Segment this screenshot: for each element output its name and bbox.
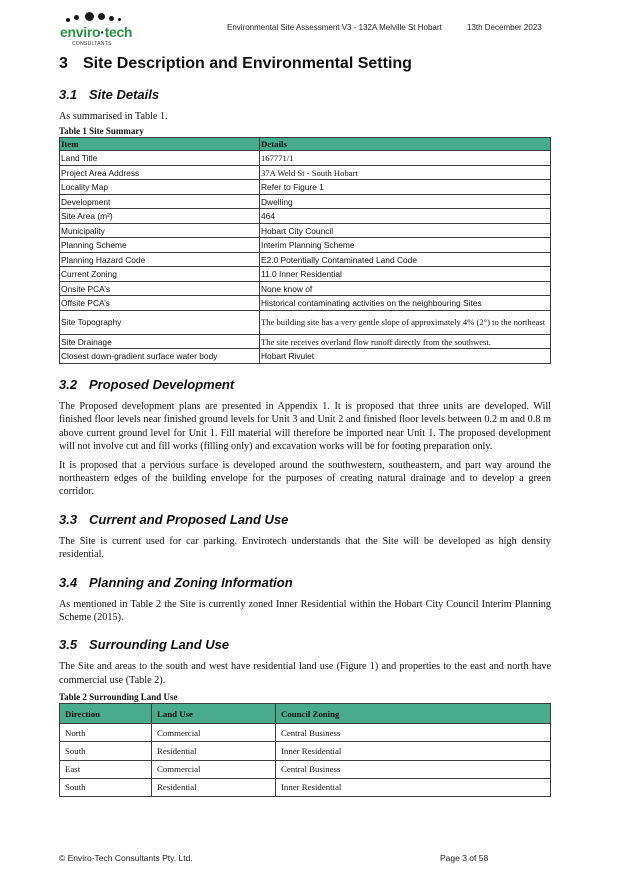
table-cell: Inner Residential: [276, 778, 551, 796]
proposed-development-paragraph-2: It is proposed that a pervious surface is developed around the southwestern, southeastern, and part way around the northeastern edges of the building envelope for the purposes of creating natural drainage and to develop a green corridor.: [59, 459, 551, 498]
table-cell: Central Business: [276, 724, 551, 742]
table-cell: Dwelling: [260, 194, 551, 209]
table-row: [60, 296, 551, 311]
table-cell: Offsite PCA’s: [60, 296, 260, 311]
table-cell: The site receives overland flow runoff directly from the southwest.: [260, 334, 551, 349]
table-row: [60, 778, 551, 796]
table-cell: Current Zoning: [60, 267, 260, 282]
table-header-cell: Details: [260, 138, 551, 151]
table-header-cell: Item: [60, 138, 260, 151]
table-row: [60, 267, 551, 282]
table-cell: Planning Hazard Code: [60, 252, 260, 267]
table-row: [60, 724, 551, 742]
table-cell: South: [60, 778, 152, 796]
table-cell: 37A Weld St - South Hobart: [260, 165, 551, 180]
footer-copyright: © Enviro-Tech Consultants Pty. Ltd.: [59, 853, 193, 863]
table-row: [60, 238, 551, 253]
table-row: [60, 742, 551, 760]
table-cell: None know of: [260, 281, 551, 296]
table-cell: Development: [60, 194, 260, 209]
subsection-heading-site-details: 3.1 Site Details: [59, 87, 160, 102]
table-cell: Site Topography: [60, 310, 260, 334]
table-cell: E2.0 Potentially Contaminated Land Code: [260, 252, 551, 267]
subsection-heading-proposed-development: 3.2 Proposed Development: [59, 376, 235, 392]
table-header-cell: Direction: [60, 704, 152, 724]
table-row: [60, 760, 551, 778]
table-cell: Refer to Figure 1: [260, 180, 551, 195]
table2-caption: Table 2 Surrounding Land Use: [59, 692, 178, 703]
table-cell: Inner Residential: [276, 742, 551, 760]
table-cell: 167771/1: [260, 151, 551, 166]
table-row: [60, 223, 551, 238]
header-date: 13th December 2023: [467, 23, 542, 32]
table-cell: Site Area (m²): [60, 209, 260, 224]
table-cell: Residential: [152, 742, 276, 760]
table-cell: North: [60, 724, 152, 742]
table-cell: Historical contaminating activities on the neighbouring Sites: [260, 296, 551, 311]
table-cell: 464: [260, 209, 551, 224]
table-cell: Commercial: [152, 724, 276, 742]
table-header-row: [60, 704, 551, 724]
table-row: [60, 151, 551, 166]
table-cell: Planning Scheme: [60, 238, 260, 253]
company-logo: [58, 12, 133, 48]
table-cell: Locality Map: [60, 180, 260, 195]
table-row: [60, 334, 551, 349]
header-document-title: Environmental Site Assessment V3 - 132A Melville St Hobart: [227, 23, 442, 32]
table-row: [60, 252, 551, 267]
land-use-paragraph: The Site is current used for car parking. Envirotech understands that the Site will be developed as high density residential.: [59, 535, 551, 561]
table-cell: Hobart Rivulet: [260, 349, 551, 364]
planning-zoning-paragraph: As mentioned in Table 2 the Site is currently zoned Inner Residential within the Hobart City Council Interim Planning Scheme (2015).: [59, 598, 551, 623]
subsection-heading-surrounding-land-use: 3.5 Surrounding Land Use: [59, 637, 230, 653]
table-row: [60, 194, 551, 209]
table-cell: East: [60, 760, 152, 778]
table-row: [60, 180, 551, 195]
table-cell: Project Area Address: [60, 165, 260, 180]
logo-wordmark: enviro·tech: [60, 24, 133, 40]
site-details-intro: As summarised in Table 1.: [59, 111, 168, 122]
surrounding-land-use-table: [59, 703, 551, 797]
table-cell: Central Business: [276, 760, 551, 778]
table-cell: Municipality: [60, 223, 260, 238]
table-header-cell: Council Zoning: [276, 704, 551, 724]
table-cell: Onsite PCA’s: [60, 281, 260, 296]
table-cell: South: [60, 742, 152, 760]
site-summary-table: [59, 137, 551, 364]
table-row: [60, 165, 551, 180]
logo-subtitle: CONSULTANTS: [72, 41, 112, 47]
table-cell: Commercial: [152, 760, 276, 778]
footer-page-number: Page 3 of 58: [440, 853, 489, 863]
surrounding-land-use-paragraph: The Site and areas to the south and west have residential land use (Figure 1) and properties to the east and north have commercial use (Table 2).: [59, 661, 551, 686]
table-row: [60, 310, 551, 334]
table1-caption: Table 1 Site Summary: [59, 126, 144, 137]
table-cell: The building site has a very gentle slope of approximately 4% (2°) to the northeast: [260, 310, 551, 334]
table-cell: Hobart City Council: [260, 223, 551, 238]
table-row: [60, 349, 551, 364]
section-heading: 3 Site Description and Environmental Setting: [59, 55, 412, 72]
table-header-cell: Land Use: [152, 704, 276, 724]
subsection-heading-planning-zoning: 3.4 Planning and Zoning Information: [59, 574, 293, 590]
table-row: [60, 281, 551, 296]
table-cell: Site Drainage: [60, 334, 260, 349]
subsection-heading-land-use: 3.3 Current and Proposed Land Use: [59, 511, 289, 527]
table-cell: 11.0 Inner Residential: [260, 267, 551, 282]
table-cell: Interim Planning Scheme: [260, 238, 551, 253]
table-cell: Land Title: [60, 151, 260, 166]
table-cell: Closest down-gradient surface water body: [60, 349, 260, 364]
page-content: [59, 54, 551, 797]
table-cell: Residential: [152, 778, 276, 796]
table-header-row: [60, 138, 551, 151]
table-row: [60, 209, 551, 224]
proposed-development-paragraph-1: The Proposed development plans are presented in Appendix 1. It is proposed that three units are developed. Will finished floor levels near finished ground levels for Unit 3 and Unit 2 and finished floor levels between 0.2 m and 0.8 m above current ground level for Unit 1. Fill material will therefore be imported near Unit 1. The proposed development will not involve cut and fill works (filling only) and excavation works will be for footing preparation only.: [59, 400, 551, 453]
